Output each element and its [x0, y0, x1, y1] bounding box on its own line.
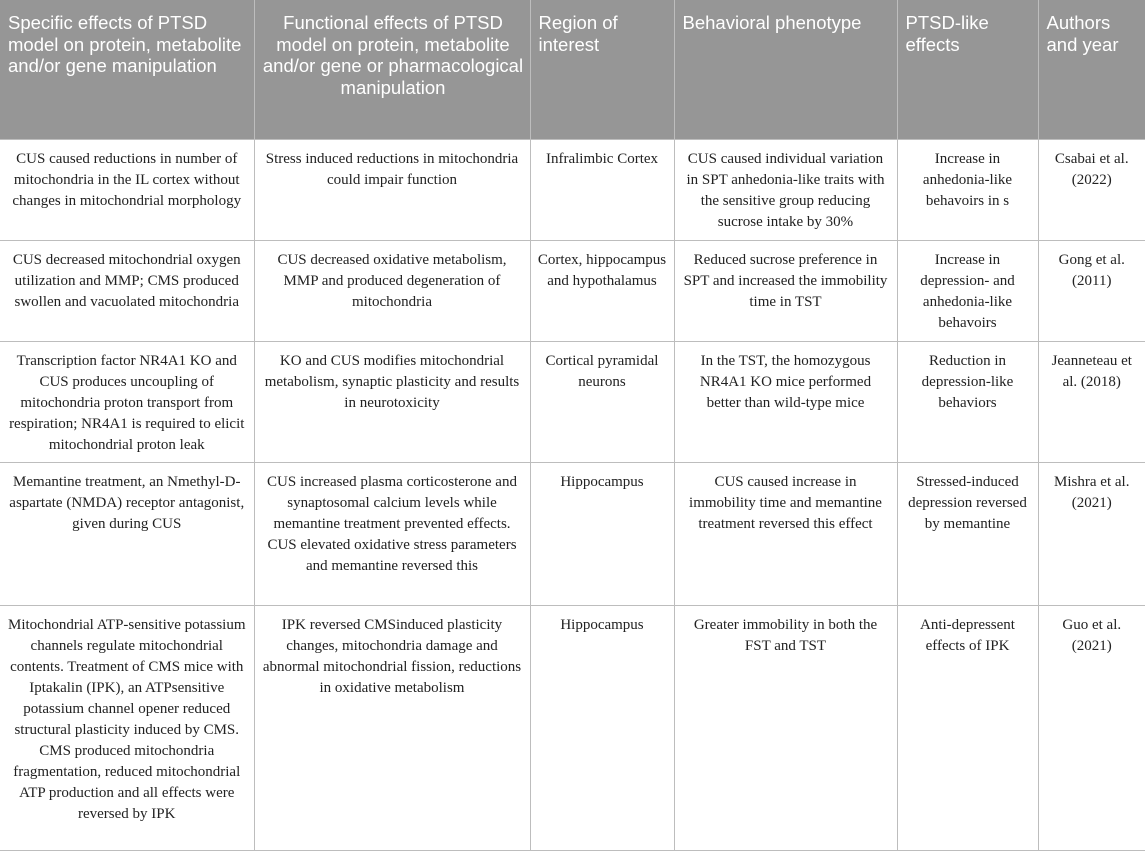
cell-functional-effects: Stress induced reductions in mitochondria could impair function [254, 139, 530, 240]
cell-behavioral-phenotype: Reduced sucrose preference in SPT and increased the immobility time in TST [674, 240, 897, 341]
cell-ptsd-like-effects: Increase in depression- and anhedonia-like behavoirs [897, 240, 1038, 341]
cell-ptsd-like-effects: Anti-depressent effects of IPK [897, 605, 1038, 850]
header-specific-effects: Specific effects of PTSD model on protein, metabolite and/or gene manipulation [0, 0, 254, 139]
cell-specific-effects: Transcription factor NR4A1 KO and CUS produces uncoupling of mitochondria proton transport from respiration; NR4A1 is required to elicit mitochondrial proton leak [0, 341, 254, 462]
header-functional-effects: Functional effects of PTSD model on protein, metabolite and/or gene or pharmacological manipulation [254, 0, 530, 139]
table-row [0, 462, 1145, 605]
cell-behavioral-phenotype: Greater immobility in both the FST and TST [674, 605, 897, 850]
header-ptsd-like-effects: PTSD-like effects [897, 0, 1038, 139]
cell-region: Cortical pyramidal neurons [530, 341, 674, 462]
cell-functional-effects: KO and CUS modifies mitochondrial metabolism, synaptic plasticity and results in neurotoxicity [254, 341, 530, 462]
cell-authors-year: Jeanneteau et al. (2018) [1038, 341, 1145, 462]
cell-ptsd-like-effects: Stressed-induced depression reversed by memantine [897, 462, 1038, 605]
cell-specific-effects: CUS decreased mitochondrial oxygen utilization and MMP; CMS produced swollen and vacuolated mitochondria [0, 240, 254, 341]
cell-authors-year: Csabai et al. (2022) [1038, 139, 1145, 240]
table-row [0, 605, 1145, 850]
cell-authors-year: Mishra et al. (2021) [1038, 462, 1145, 605]
cell-ptsd-like-effects: Reduction in depression-like behaviors [897, 341, 1038, 462]
cell-functional-effects: IPK reversed CMSinduced plasticity changes, mitochondria damage and abnormal mitochondrial fission, reductions in oxidative metabolism [254, 605, 530, 850]
cell-specific-effects: CUS caused reductions in number of mitochondria in the IL cortex without changes in mitochondrial morphology [0, 139, 254, 240]
cell-specific-effects: Mitochondrial ATP-sensitive potassium channels regulate mitochondrial contents. Treatment of CMS mice with Iptakalin (IPK), an ATPsensitive potassium channel opener reduced structural plasticity induced by CMS. CMS produced mitochondria fragmentation, reduced mitochondrial ATP production and all effects were reversed by IPK [0, 605, 254, 850]
header-behavioral-phenotype: Behavioral phenotype [674, 0, 897, 139]
cell-region: Hippocampus [530, 605, 674, 850]
table-row [0, 240, 1145, 341]
cell-behavioral-phenotype: CUS caused individual variation in SPT anhedonia-like traits with the sensitive group reducing sucrose intake by 30% [674, 139, 897, 240]
cell-specific-effects: Memantine treatment, an Nmethyl-D-aspartate (NMDA) receptor antagonist, given during CUS [0, 462, 254, 605]
cell-region: Hippocampus [530, 462, 674, 605]
cell-behavioral-phenotype: In the TST, the homozygous NR4A1 KO mice performed better than wild-type mice [674, 341, 897, 462]
cell-authors-year: Gong et al. (2011) [1038, 240, 1145, 341]
cell-behavioral-phenotype: CUS caused increase in immobility time and memantine treatment reversed this effect [674, 462, 897, 605]
table-header [0, 0, 1145, 139]
cell-functional-effects: CUS decreased oxidative metabolism, MMP and produced degeneration of mitochondria [254, 240, 530, 341]
cell-region: Infralimbic Cortex [530, 139, 674, 240]
table-row [0, 341, 1145, 462]
header-authors-year: Authors and year [1038, 0, 1145, 139]
table-row [0, 139, 1145, 240]
header-region-of-interest: Region of interest [530, 0, 674, 139]
cell-functional-effects: CUS increased plasma corticosterone and synaptosomal calcium levels while memantine treatment prevented effects. CUS elevated oxidative stress parameters and memantine reversed this [254, 462, 530, 605]
header-row [0, 0, 1145, 139]
cell-ptsd-like-effects: Increase in anhedonia-like behavoirs in s [897, 139, 1038, 240]
cell-authors-year: Guo et al. (2021) [1038, 605, 1145, 850]
cell-region: Cortex, hippocampus and hypothalamus [530, 240, 674, 341]
table-body [0, 139, 1145, 850]
